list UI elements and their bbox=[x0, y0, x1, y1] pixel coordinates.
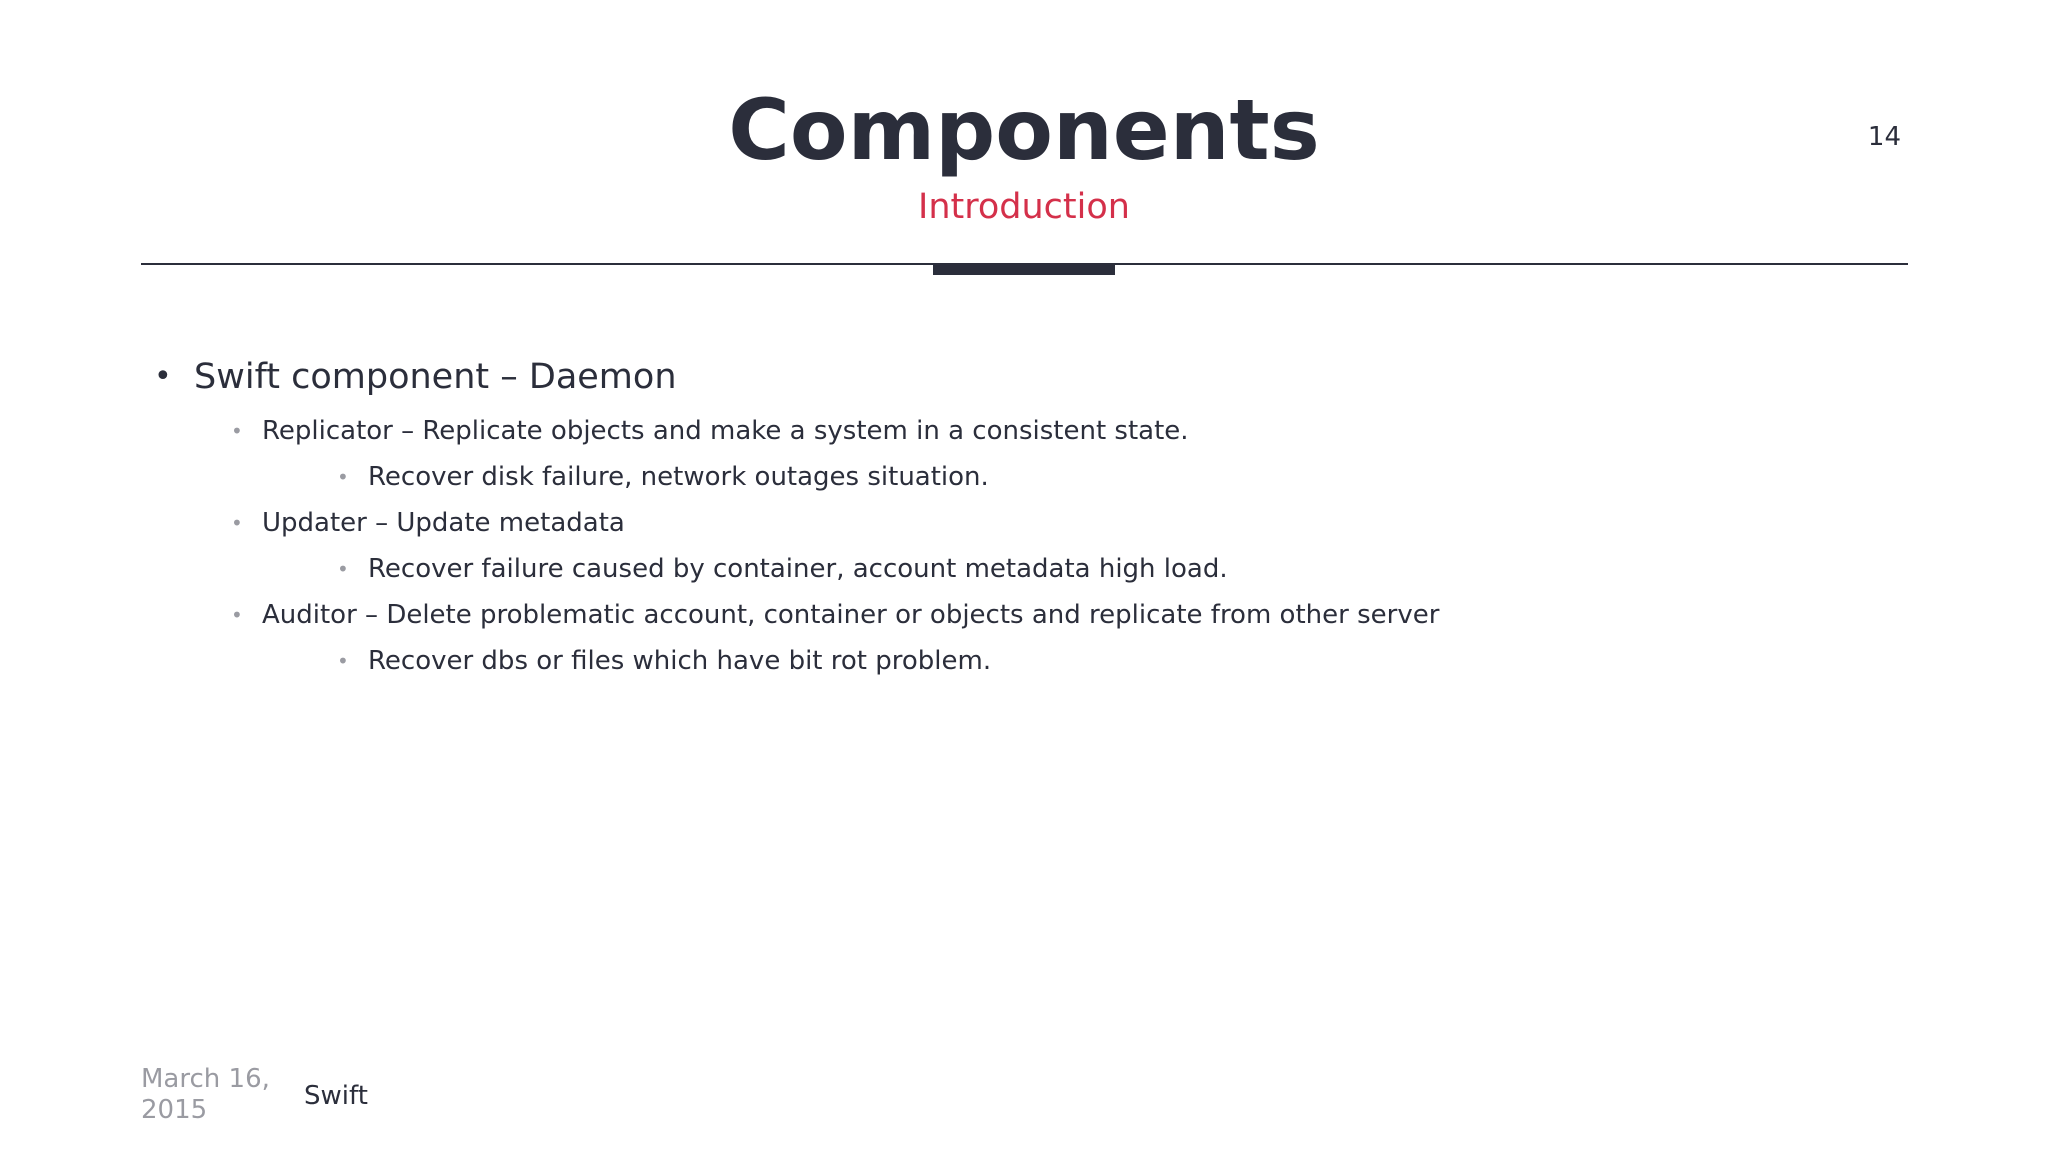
list-item bbox=[0, 500, 2048, 546]
bullet-icon: • bbox=[337, 557, 349, 581]
page-number: 14 bbox=[1867, 122, 1901, 152]
bullet-icon: • bbox=[337, 465, 349, 489]
title-divider-accent bbox=[933, 263, 1115, 275]
list-item bbox=[0, 454, 2048, 500]
bullet-icon: • bbox=[337, 649, 349, 673]
list-item bbox=[0, 408, 2048, 454]
list-item-text: Replicator – Replicate objects and make a system in a consistent state. bbox=[262, 416, 1189, 446]
slide-subtitle: Introduction bbox=[918, 187, 1130, 227]
list-item bbox=[0, 352, 2048, 402]
list-item-text: Recover dbs or files which have bit rot problem. bbox=[368, 646, 992, 676]
bullet-list bbox=[0, 352, 2048, 684]
bullet-icon: • bbox=[231, 419, 243, 443]
list-item-text: Updater – Update metadata bbox=[262, 508, 625, 538]
list-item bbox=[0, 592, 2048, 638]
slide-title: Components bbox=[728, 81, 1320, 179]
footer-title: Swift bbox=[304, 1081, 368, 1111]
bullet-icon: • bbox=[231, 603, 243, 627]
list-item-text: Swift component – Daemon bbox=[194, 357, 677, 397]
list-item-text: Recover failure caused by container, account metadata high load. bbox=[368, 554, 1228, 584]
list-item bbox=[0, 638, 2048, 684]
list-item-text: Recover disk failure, network outages situation. bbox=[368, 462, 989, 492]
list-item-text: Auditor – Delete problematic account, container or objects and replicate from other server bbox=[262, 600, 1440, 630]
list-item bbox=[0, 546, 2048, 592]
bullet-icon: • bbox=[154, 359, 172, 394]
bullet-icon: • bbox=[231, 511, 243, 535]
footer-date: March 16, 2015 bbox=[141, 1064, 270, 1125]
